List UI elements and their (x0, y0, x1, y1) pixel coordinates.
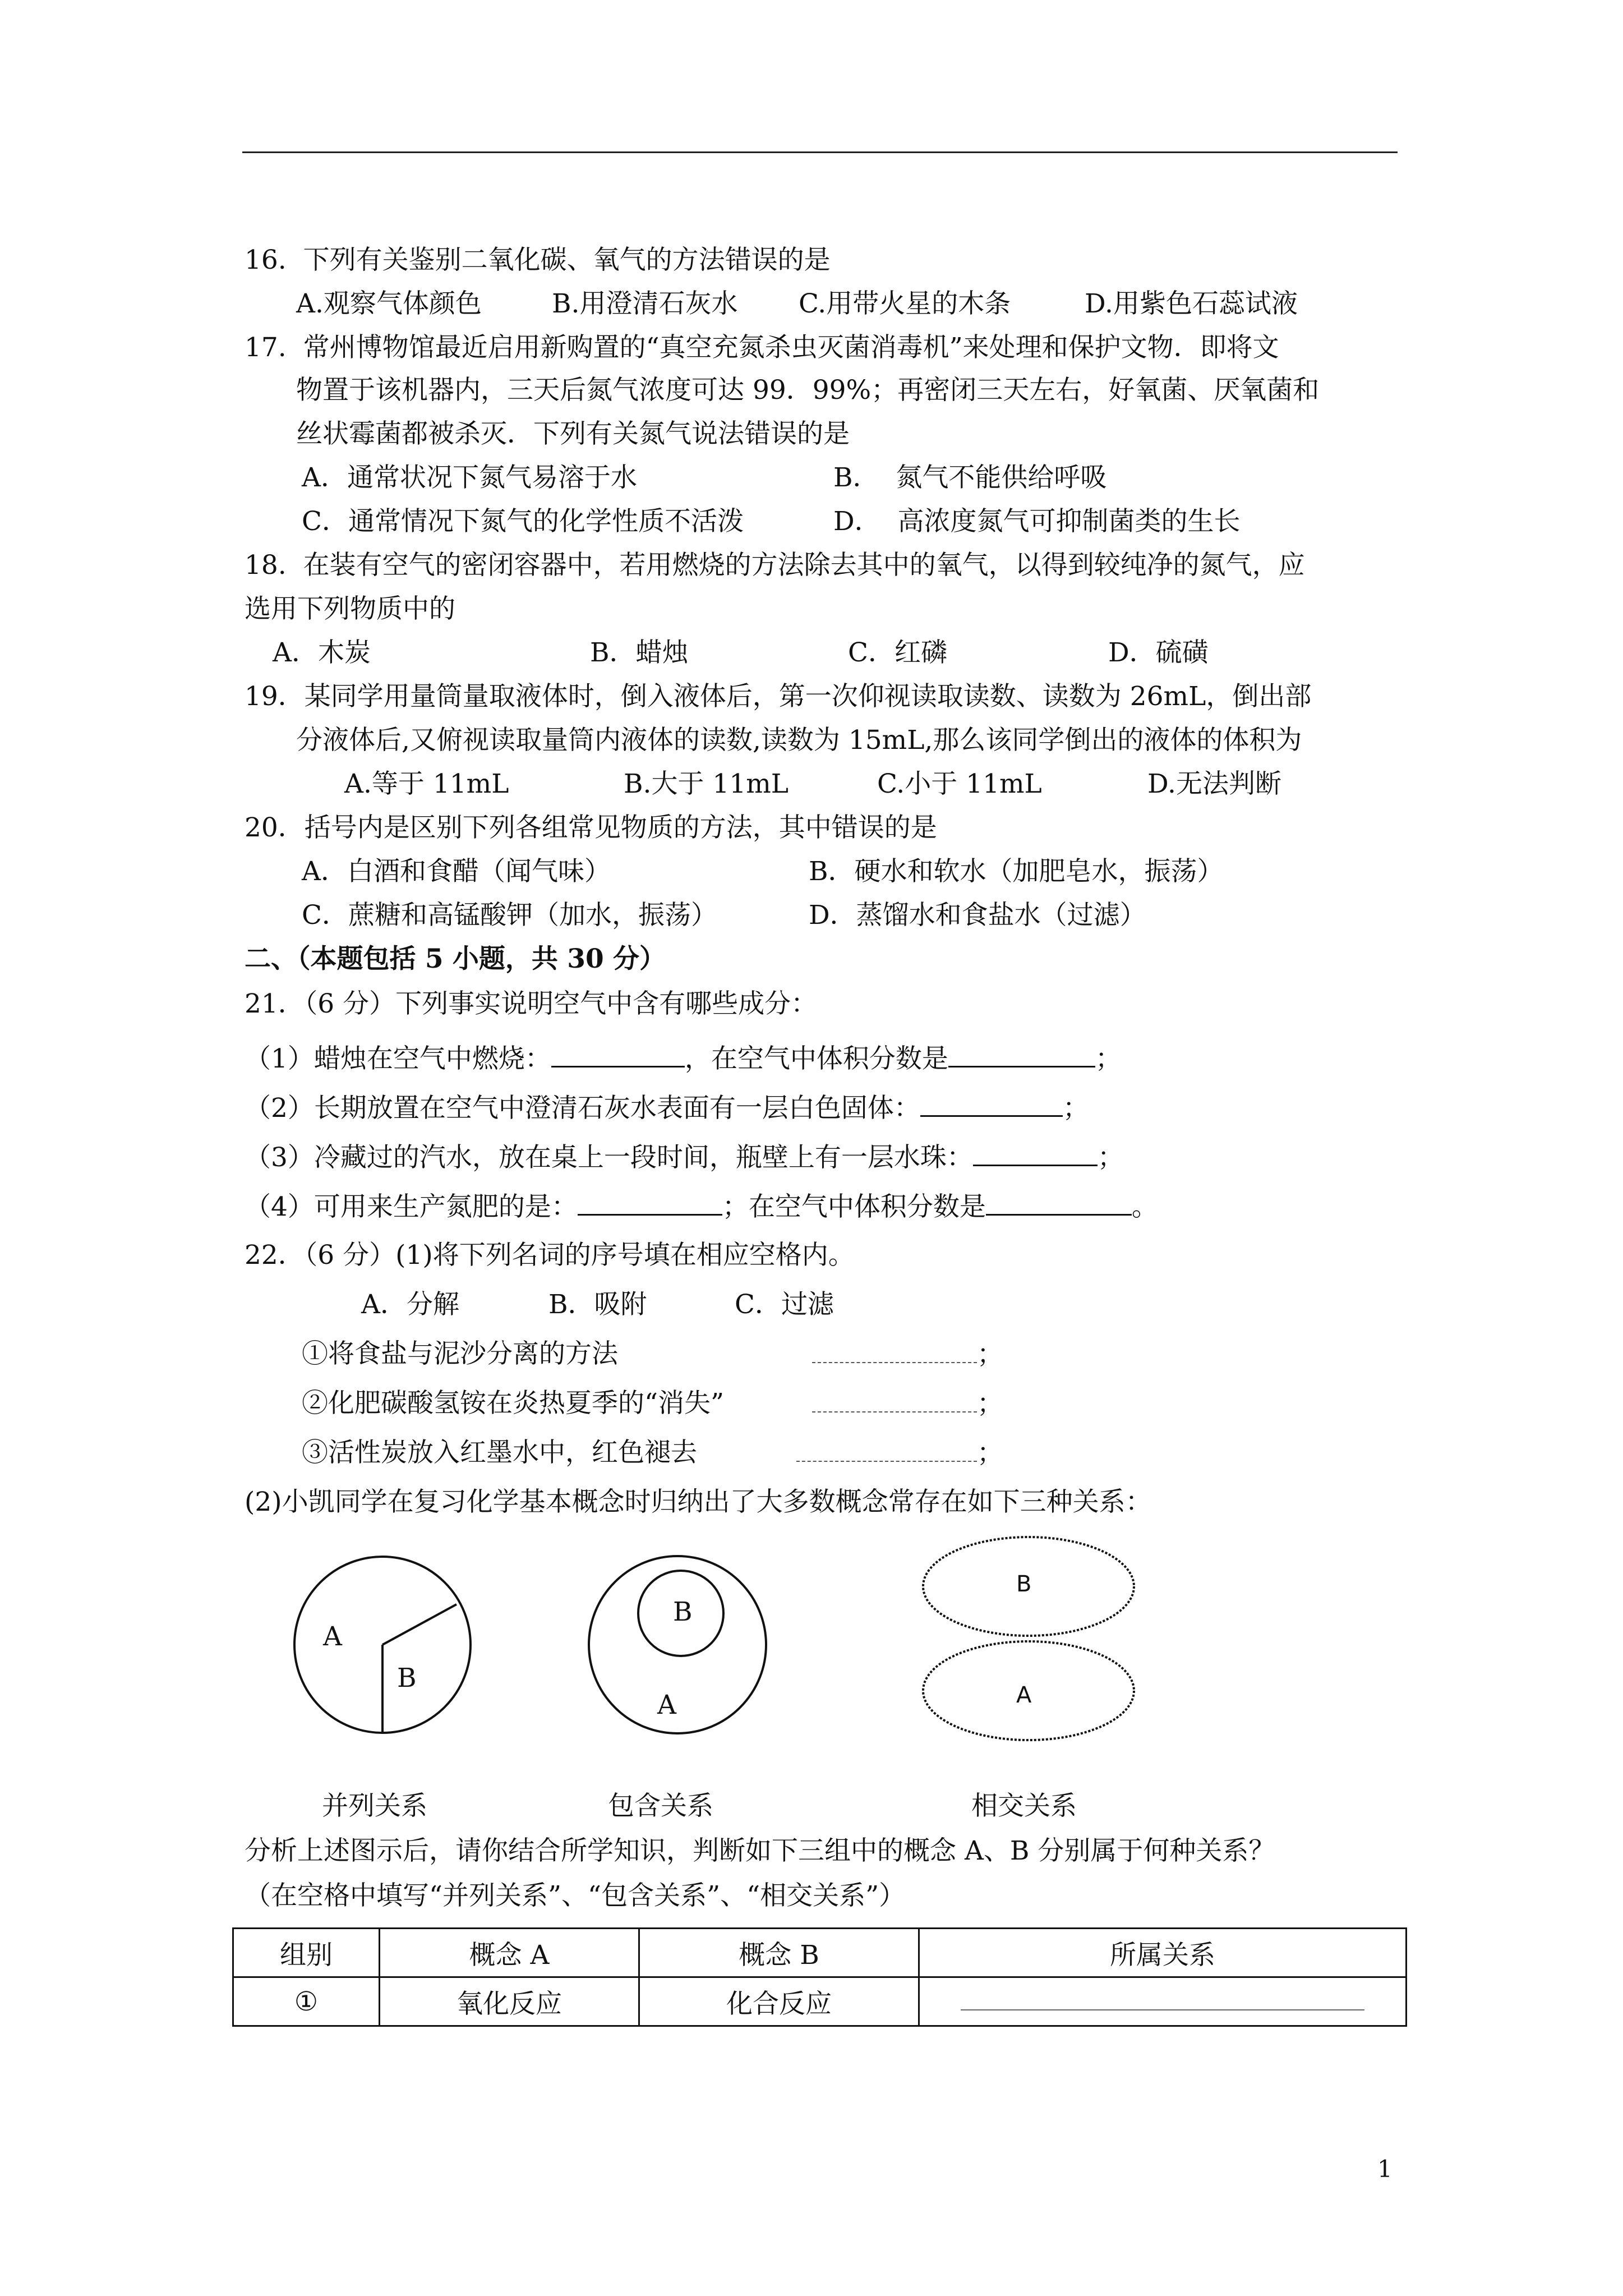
parallel-divider-right (382, 1604, 457, 1645)
q21-part-4: （4）可用来生产氮肥的是： ；在空气中体积分数是 。 (245, 1189, 1158, 1224)
q21-part-1: （1）蜡烛在空气中燃烧： ，在空气中体积分数是 ； (245, 1041, 1122, 1076)
containment-outer-circle (589, 1556, 766, 1733)
q22-item-2-answer: ； (812, 1387, 1003, 1421)
q18-option-d: D．硫磺 (1108, 637, 1209, 668)
q20-option-c: C．蔗糖和高锰酸钾（加水，振荡） (302, 900, 717, 931)
q19-line-1: 19．某同学用量筒量取液体时，倒入液体后，第一次仰视读取读数、读数为 26mL，倒出部 (245, 681, 1312, 712)
q18-option-a: A．木炭 (273, 637, 371, 668)
q17-line-2: 物置于该机器内，三天后氮气浓度可达 99．99%；再密闭三天左右，好氧菌、厌氧菌和 (296, 375, 1320, 406)
q19-option-c: C.小于 11mL (877, 769, 1042, 799)
q22-term-a: A．分解 (361, 1289, 459, 1320)
containment-label-a: A (657, 1690, 676, 1720)
q17-option-d: D． 高浓度氮气可抑制菌类的生长 (833, 506, 1241, 537)
table-row (233, 1977, 1407, 2026)
q19-option-d: D.无法判断 (1147, 769, 1281, 799)
q16-option-d: D.用紫色石蕊试液 (1085, 288, 1298, 319)
parallel-label-a: A (323, 1621, 342, 1652)
table-header-cell: 概念 B (639, 1929, 919, 1977)
q22-part-2: (2)小凯同学在复习化学基本概念时归纳出了大多数概念常存在如下三种关系： (245, 1487, 1152, 1517)
q20-option-d: D．蒸馏水和食盐水（过滤） (809, 900, 1146, 931)
q22-term-b: B．吸附 (548, 1289, 647, 1320)
q19-option-b: B.大于 11mL (624, 769, 789, 799)
q22-stem: 22．（6 分）(1)将下列名词的序号填在相应空格内。 (245, 1240, 855, 1271)
table-answer-cell (919, 1977, 1407, 2026)
intersection-label-a: A (1016, 1682, 1032, 1708)
analysis-prompt: 分析上述图示后，请你结合所学知识，判断如下三组中的概念 A、B 分别属于何种关系？ (245, 1835, 1275, 1866)
q22-item-1-answer: ； (812, 1337, 1003, 1372)
caption-intersection: 相交关系 (971, 1791, 1077, 1821)
table-cell: ① (233, 1977, 380, 2026)
q22-item-3-answer: ； (796, 1436, 1003, 1470)
intersection-label-b: B (1016, 1571, 1032, 1597)
q18-option-c: C．红磷 (848, 637, 947, 668)
q22-item-3: ③活性炭放入红墨水中，红色褪去 (302, 1437, 697, 1468)
q17-line-1: 17. 常州博物馆最近启用新购置的“真空充氮杀虫灭菌消毒机”来处理和保护文物．即将文 (245, 332, 1279, 363)
table-header-cell: 组别 (233, 1929, 380, 1977)
q18-option-b: B．蜡烛 (590, 637, 689, 668)
parallel-label-b: B (397, 1663, 417, 1694)
q21-part-3: （3）冷藏过的汽水，放在桌上一段时间，瓶壁上有一层水珠： ； (245, 1140, 1124, 1175)
q20-option-b: B．硬水和软水（加肥皂水，振荡） (809, 856, 1224, 887)
caption-containment: 包含关系 (608, 1791, 713, 1821)
relation-table (232, 1927, 1407, 2027)
caption-parallel: 并列关系 (322, 1791, 427, 1821)
table-header-row (233, 1929, 1407, 1977)
q18-line-1: 18. 在装有空气的密闭容器中，若用燃烧的方法除去其中的氧气，以得到较纯净的氮气，应 (245, 550, 1305, 581)
fill-hint: （在空格中填写“并列关系”、“包含关系”、“相交关系”） (245, 1880, 906, 1911)
q19-line-2: 分液体后,又俯视读取量筒内液体的读数,读数为 15mL,那么该同学倒出的液体的体积为 (296, 725, 1302, 756)
q20-option-a: A．白酒和食醋（闻气味） (302, 856, 611, 887)
table-answer-blank[interactable] (961, 1994, 1364, 2010)
q21-stem: 21．（6 分）下列事实说明空气中含有哪些成分： (245, 988, 818, 1019)
q22-term-c: C．过滤 (735, 1289, 834, 1320)
q16-stem: 16. 下列有关鉴别二氧化碳、氧气的方法错误的是 (245, 245, 831, 275)
q17-option-c: C．通常情况下氮气的化学性质不活泼 (302, 506, 744, 537)
table-cell: 化合反应 (639, 1977, 919, 2026)
table-cell: 氧化反应 (380, 1977, 639, 2026)
q20-stem: 20．括号内是区别下列各组常见物质的方法，其中错误的是 (245, 812, 937, 843)
q21-part-2: （2）长期放置在空气中澄清石灰水表面有一层白色固体： ； (245, 1091, 1089, 1125)
q16-option-c: C.用带火星的木条 (799, 288, 1011, 319)
q22-item-2: ②化肥碳酸氢铵在炎热夏季的“消失” (302, 1388, 725, 1419)
containment-label-b: B (673, 1596, 693, 1627)
q17-option-b: B． 氮气不能供给呼吸 (833, 462, 1107, 493)
q22-item-1: ①将食盐与泥沙分离的方法 (302, 1338, 618, 1369)
table-header-cell: 所属关系 (919, 1929, 1407, 1977)
page-number: 1 (1377, 2155, 1393, 2183)
q18-line-2: 选用下列物质中的 (245, 593, 455, 624)
table-header-cell: 概念 A (380, 1929, 639, 1977)
q19-option-a: A.等于 11mL (344, 769, 509, 799)
q17-option-a: A．通常状况下氮气易溶于水 (302, 462, 637, 493)
q16-option-a: A.观察气体颜色 (296, 288, 482, 319)
q16-option-b: B.用澄清石灰水 (552, 288, 738, 319)
q17-line-3: 丝状霉菌都被杀灭．下列有关氮气说法错误的是 (296, 418, 850, 449)
section-2-heading: 二、（本题包括 5 小题，共 30 分） (245, 944, 666, 974)
